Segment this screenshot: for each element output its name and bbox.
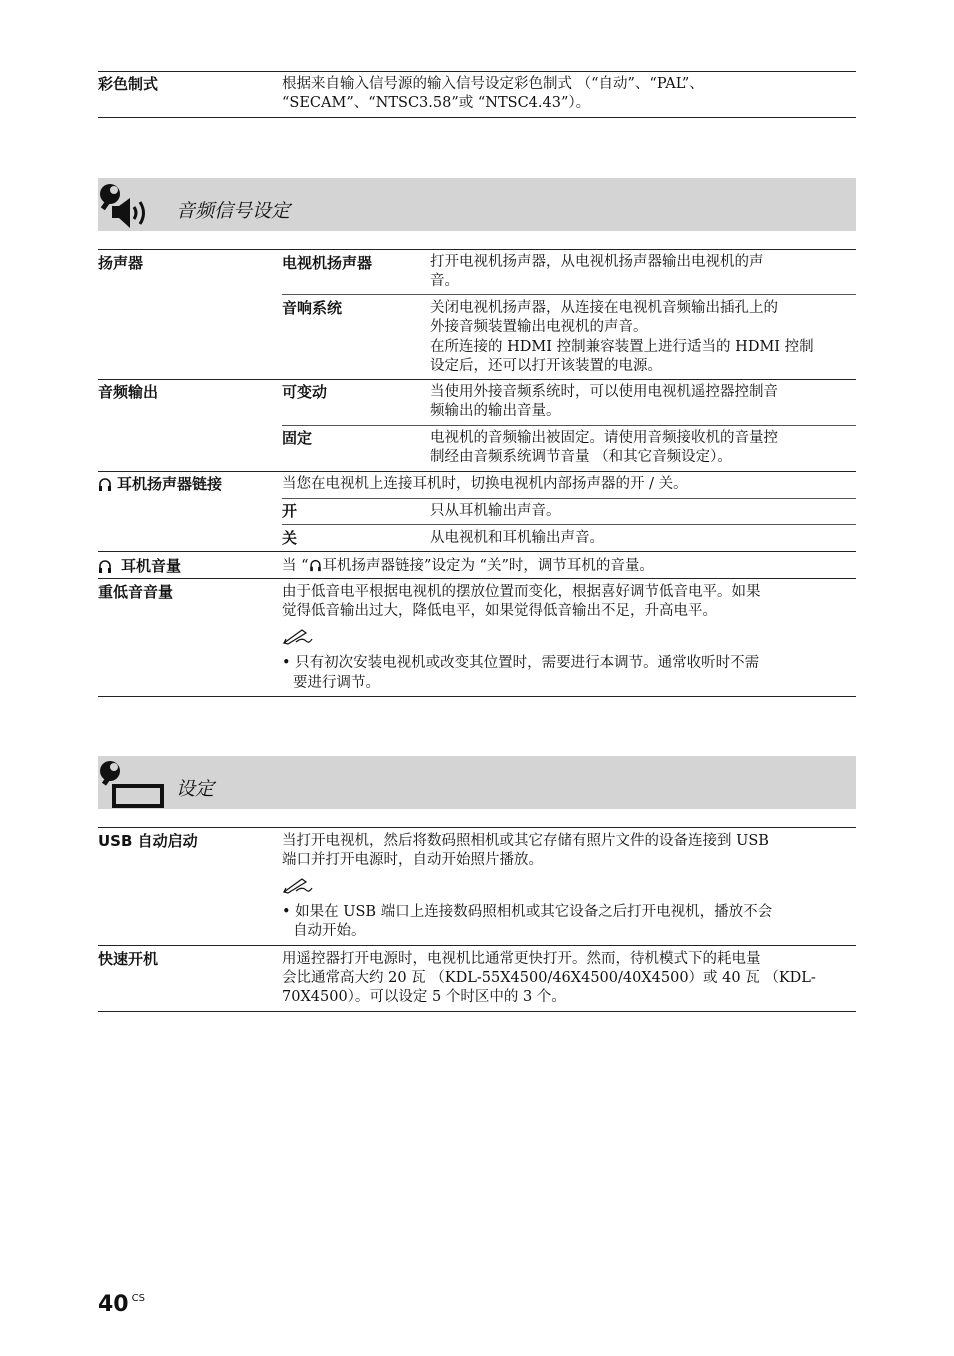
page-number-value: 40 [98,1292,129,1317]
rule-headphone-volume-top [98,551,856,552]
rule-quick-start-bottom [98,1011,856,1012]
sub-fixed: 固定 [282,429,313,447]
note-bass-1: • 只有初次安装电视机或改变其位置时，需要进行本调节。通常收听时不需 [282,655,760,671]
section-title-setup: 设定 [176,778,215,800]
desc-quick-start-1: 用遥控器打开电源时，电视机比通常更快打开。然而，待机模式下的耗电量 [282,951,761,967]
desc-audio-system-4: 设定后，还可以打开该装置的电源。 [430,358,662,374]
section-title-audio: 音频信号设定 [176,200,291,222]
desc-quick-start-3: 70X4500）。可以设定 5 个时区中的 3 个。 [282,989,566,1005]
desc-fixed-1: 电视机的音频输出被固定。请使用音频接收机的音量控 [430,430,778,446]
desc-headphone-volume-rest: 耳机扬声器链接”设定为 “关”时，调节耳机的音量。 [322,558,654,574]
sub-off: 关 [282,529,298,547]
desc-fixed-2: 制经由音频系统调节音量 （和其它音频设定）。 [430,449,732,465]
desc-color-system-2: “SECAM”、“NTSC3.58”或 “NTSC4.43”）。 [282,95,591,111]
headphone-icon [98,476,112,492]
note-bass-2: 要进行调节。 [293,675,380,691]
desc-usb-2: 端口并打开电源时，自动开始照片播放。 [282,852,543,868]
rule-speaker-sub [282,294,856,295]
rule-audio-out-top [98,379,856,380]
desc-tv-speaker-1: 打开电视机扬声器，从电视机扬声器输出电视机的声 [430,254,764,270]
desc-headphone-link: 当您在电视机上连接耳机时，切换电视机内部扬声器的开 / 关。 [282,476,688,492]
term-usb: USB 自动启动 [98,832,198,850]
term-speaker: 扬声器 [98,254,144,272]
rule-top [98,71,856,72]
rule-audio-out-sub [282,425,856,426]
rule-bass-top [98,578,856,579]
desc-quick-start-2: 会比通常高大约 20 瓦 （KDL-55X4500/46X4500/40X4500）或 40 瓦 （KDL- [282,970,816,986]
sub-tv-speaker: 电视机扬声器 [282,254,373,272]
sub-on: 开 [282,502,298,520]
note-pencil-icon [282,627,314,645]
sub-variable: 可变动 [282,383,328,401]
rule-usb-top [98,827,856,828]
note-usb-2: 自动开始。 [293,923,366,939]
desc-usb-1: 当打开电视机，然后将数码照相机或其它存储有照片文件的设备连接到 USB [282,833,769,849]
desc-variable-1: 当使用外接音频系统时，可以使用电视机遥控器控制音 [430,384,778,400]
term-bass: 重低音音量 [98,583,174,601]
rule-color-system-bottom [98,117,856,118]
desc-headphone-volume [282,557,654,576]
desc-on: 只从耳机输出声音。 [430,503,561,519]
note-pencil-icon-2 [282,876,314,894]
sub-audio-system: 音响系统 [282,299,343,317]
term-headphone-volume: 耳机音量 [121,557,182,575]
term-color-system: 彩色制式 [98,75,159,93]
rule-bass-bottom [98,696,856,697]
desc-tv-speaker-2: 音。 [430,273,459,289]
desc-audio-system-2: 外接音频装置输出电视机的声音。 [430,319,648,335]
term-quick-start: 快速开机 [98,950,159,968]
desc-headphone-volume-prefix: 当 “ [282,558,309,574]
rule-headphone-off [282,524,856,525]
wrench-speaker-icon [98,180,154,232]
page-number-suffix: CS [131,1293,145,1304]
rule-speaker-top [98,249,856,250]
rule-headphone-on [282,498,856,499]
desc-bass-1: 由于低音电平根据电视机的摆放位置而变化，根据喜好调节低音电平。如果 [282,584,761,600]
note-usb-1: • 如果在 USB 端口上连接数码照相机或其它设备之后打开电视机，播放不会 [282,904,773,920]
wrench-screen-icon [98,758,168,810]
page-number [98,1292,145,1317]
rule-quick-start-top [98,945,856,946]
desc-variable-2: 频输出的输出音量。 [430,403,561,419]
term-headphone-link: 耳机扬声器链接 [117,475,223,493]
desc-audio-system-1: 关闭电视机扬声器，从连接在电视机音频输出插孔上的 [430,300,778,316]
headphone-icon-2 [98,558,112,574]
desc-off: 从电视机和耳机输出声音。 [430,530,604,546]
desc-color-system-1: 根据来自输入信号源的输入信号设定彩色制式 （“自动”、“PAL”、 [282,76,704,92]
rule-headphone-link-top [98,471,856,472]
term-audio-out: 音频输出 [98,383,159,401]
desc-bass-2: 觉得低音输出过大，降低电平，如果觉得低音输出不足，升高电平。 [282,603,717,619]
headphone-inline-icon [309,558,323,572]
desc-audio-system-3: 在所连接的 HDMI 控制兼容装置上进行适当的 HDMI 控制 [430,339,814,355]
